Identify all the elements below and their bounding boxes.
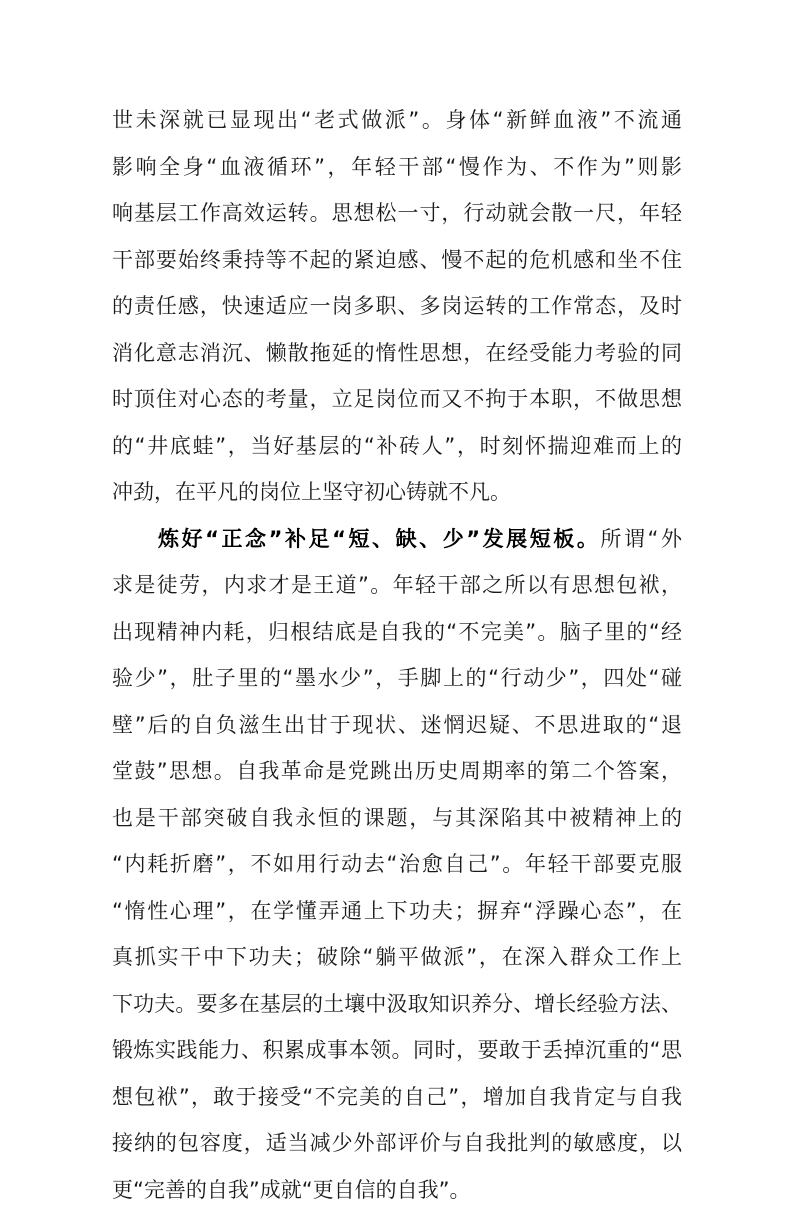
text-line: 下功夫。要多在基层的土壤中汲取知识养分、增长经验方法、 <box>112 981 682 1028</box>
text-line: 出现精神内耗，归根结底是自我的“不完美”。脑子里的“经 <box>112 609 682 656</box>
text-line: 的责任感，快速适应一岗多职、多岗运转的工作常态，及时 <box>112 283 682 330</box>
text-line: 想包袱”，敢于接受“不完美的自己”，增加自我肯定与自我 <box>112 1074 682 1121</box>
text-line: 世未深就已显现出“老式做派”。身体“新鲜血液”不流通 <box>112 97 682 144</box>
paragraph-heading: 炼好“正念”补足“短、缺、少”发展短板。 <box>158 527 600 551</box>
paragraph-first-line <box>112 516 682 563</box>
text-line: 影响全身“血液循环”，年轻干部“慢作为、不作为”则影 <box>112 144 682 191</box>
text-line: “惰性心理”，在学懂弄通上下功夫；摒弃“浮躁心态”，在 <box>112 888 682 935</box>
text-line: 锻炼实践能力、积累成事本领。同时，要敢于丢掉沉重的“思 <box>112 1027 682 1074</box>
document-page <box>112 97 682 1213</box>
text-line: 更“完善的自我”成就“更自信的自我”。 <box>112 1167 682 1213</box>
text-line: 消化意志消沉、懒散拖延的惰性思想，在经受能力考验的同 <box>112 330 682 377</box>
text-line: 求是徒劳，内求才是王道”。年轻干部之所以有思想包袱， <box>112 562 682 609</box>
text-line: 堂鼓”思想。自我革命是党跳出历史周期率的第二个答案， <box>112 748 682 795</box>
text-line: 干部要始终秉持等不起的紧迫感、慢不起的危机感和坐不住 <box>112 237 682 284</box>
text-line: 时顶住对心态的考量，立足岗位而又不拘于本职，不做思想 <box>112 376 682 423</box>
text-line: 的“井底蛙”，当好基层的“补砖人”，时刻怀揣迎难而上的 <box>112 423 682 470</box>
text-line: 接纳的包容度，适当减少外部评价与自我批判的敏感度，以 <box>112 1120 682 1167</box>
text-line: “内耗折磨”，不如用行动去“治愈自己”。年轻干部要克服 <box>112 841 682 888</box>
text-line: 真抓实干中下功夫；破除“躺平做派”，在深入群众工作上 <box>112 934 682 981</box>
text-line: 响基层工作高效运转。思想松一寸，行动就会散一尺，年轻 <box>112 190 682 237</box>
text-line: 验少”，肚子里的“墨水少”，手脚上的“行动少”，四处“碰 <box>112 655 682 702</box>
text-line: 也是干部突破自我永恒的课题，与其深陷其中被精神上的 <box>112 795 682 842</box>
text-span: 所谓“外 <box>600 527 682 551</box>
text-line: 冲劲，在平凡的岗位上坚守初心铸就不凡。 <box>112 469 682 516</box>
paragraph-2 <box>112 516 682 1213</box>
paragraph-1 <box>112 97 682 516</box>
text-line: 壁”后的自负滋生出甘于现状、迷惘迟疑、不思进取的“退 <box>112 702 682 749</box>
